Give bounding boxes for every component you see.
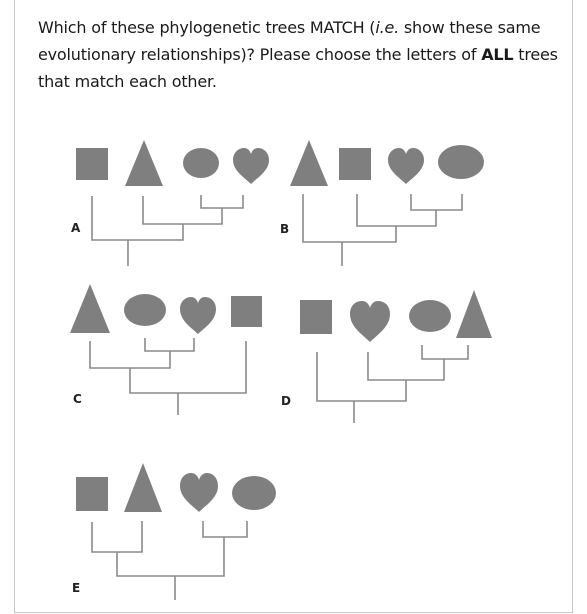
question-ie: i.e. [375,18,400,37]
tree-c-label: C [73,392,82,406]
tree-a-heart-icon [233,148,269,184]
tree-a-circle-icon [183,148,219,178]
tree-c-triangle-icon [70,284,110,333]
question-part-3: trees that match each other. [38,45,558,91]
tree-c [70,284,262,415]
tree-b-triangle-icon [290,140,328,186]
tree-b-branches [303,194,462,266]
question-part-2: show these same evolutionary relationships)? Please choose the letters of [38,18,541,64]
tree-a [71,140,269,266]
tree-e-circle-icon [232,476,276,510]
tree-a-label: A [71,221,81,235]
tree-c-square-icon [231,296,262,327]
tree-d-square-icon [300,300,332,334]
tree-e-heart-icon [180,473,218,512]
tree-d-branches [317,345,468,423]
tree-d [281,290,492,423]
tree-b-heart-icon [388,148,424,184]
tree-c-branches [90,338,246,415]
tree-e-branches [92,521,247,600]
tree-d-circle-icon [409,300,451,332]
tree-a-triangle-icon [125,140,163,186]
tree-c-circle-icon [124,294,166,326]
question-all-emphasis: ALL [481,45,514,64]
tree-a-branches [92,195,243,266]
tree-d-label: D [281,394,291,408]
tree-d-heart-icon [350,301,390,342]
tree-e-triangle-icon [124,463,162,512]
tree-a-square-icon [76,148,108,180]
tree-e [72,463,276,600]
tree-b [280,140,484,266]
tree-c-heart-icon [180,297,216,334]
tree-b-circle-icon [438,145,484,179]
tree-b-label: B [280,222,290,236]
tree-e-label: E [72,581,81,595]
tree-d-triangle-icon [456,290,492,338]
question-part-1: Which of these phylogenetic trees MATCH ( [38,18,376,37]
tree-b-square-icon [339,148,371,180]
tree-e-square-icon [76,477,108,511]
